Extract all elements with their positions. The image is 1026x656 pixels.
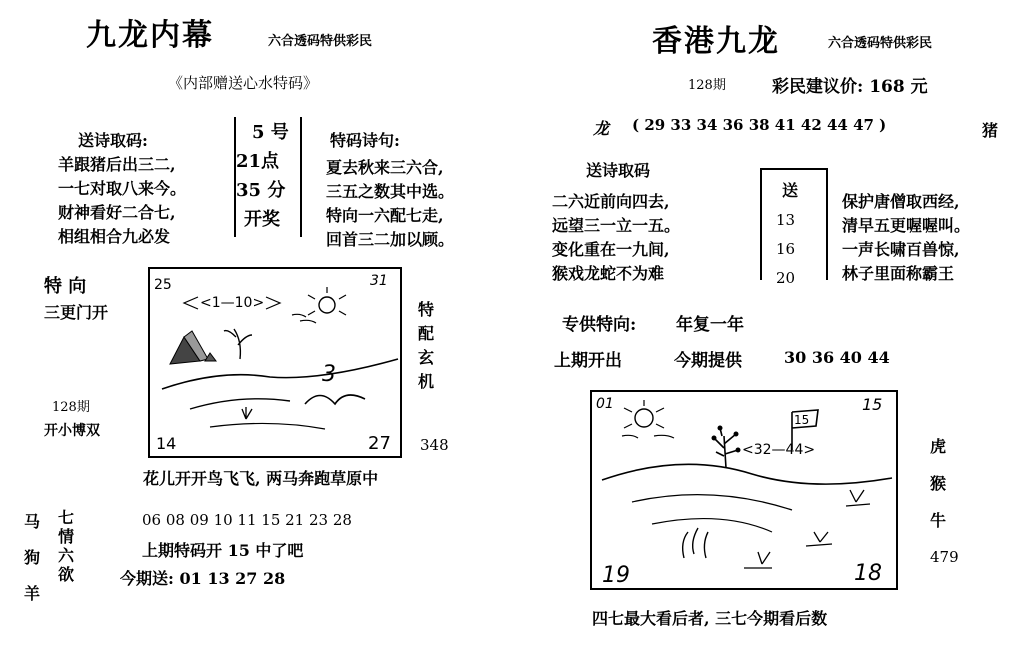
right-caption: 四七最大看后者, 三七今期看后数 [592, 609, 828, 628]
right-dragon-label: 龙 [593, 119, 610, 138]
side-animal: 牛 [930, 511, 947, 530]
right-poem-line: 变化重在一九间, [552, 240, 670, 259]
left-special-line: 三五之数其中选。 [326, 182, 455, 201]
right-special-value: 年复一年 [676, 315, 744, 335]
side-char: 机 [418, 372, 435, 391]
right-send-numbers [776, 206, 795, 293]
left-poem-lines [58, 153, 186, 249]
side-char: 玄 [418, 348, 435, 367]
right-line: 一声长啸百兽惊, [842, 240, 960, 259]
right-title: 香港九龙 [652, 24, 780, 59]
right-side-animals [930, 428, 946, 539]
left-qingyu [58, 508, 74, 584]
left-poem-line: 一七对取八来今。 [58, 179, 187, 198]
left-title: 九龙内幕 [86, 18, 214, 53]
animal-char: 狗 [24, 548, 41, 567]
left-side-vertical [418, 298, 434, 394]
right-line: 清早五更喔喔叫。 [842, 216, 971, 235]
right-line: 林子里面称霸王 [842, 264, 955, 283]
left-time-line: 35 分 [236, 180, 286, 201]
left-numbers-row: 06 08 09 10 11 15 21 23 28 [142, 511, 352, 529]
left-time-line: 5 号 [252, 122, 289, 143]
right-dragon-numbers: ( 29 33 34 36 38 41 42 44 47 ) [632, 116, 887, 134]
right-current-label: 今期提供 [674, 351, 742, 371]
left-special-line: 特向一六配七走, [326, 206, 444, 225]
left-poem-line: 相组相合九必发 [58, 227, 171, 246]
animal-char: 马 [24, 512, 41, 531]
right-line: 保护唐僧取西经, [842, 192, 960, 211]
right-picture [590, 390, 898, 590]
pic-number: 27 [368, 433, 391, 454]
pic-number: 01 [596, 396, 614, 412]
left-time-line: 21点 [236, 151, 280, 172]
divider [760, 168, 762, 280]
side-char: 特 [418, 300, 435, 319]
pic-number: 3 [322, 362, 336, 387]
left-picture [148, 267, 402, 458]
animal-char: 羊 [24, 584, 41, 603]
right-price: 彩民建议价: 168 元 [772, 77, 928, 97]
right-issue: 128期 [688, 78, 726, 93]
left-special-lines [326, 156, 454, 252]
pic-number: 31 [370, 273, 388, 289]
right-subtitle: 六合透码特供彩民 [828, 36, 933, 51]
pic-number: 25 [154, 277, 172, 293]
left-time-line: 开奖 [244, 209, 280, 230]
divider [826, 168, 828, 280]
right-poem-lines [552, 190, 680, 286]
left-issue: 128期 [52, 400, 90, 415]
left-issue-value: 开小博双 [44, 423, 100, 439]
right-poem-line: 二六近前向四去, [552, 192, 670, 211]
left-time-box [236, 118, 289, 234]
left-animals [24, 504, 40, 612]
left-last-issue: 上期特码开 15 中了吧 [142, 541, 304, 560]
pic-number: 15 [862, 395, 883, 414]
right-side-number: 479 [930, 548, 959, 566]
right-lines [842, 190, 970, 286]
send-number: 13 [776, 211, 796, 229]
qingyu-char: 六 [58, 546, 75, 565]
right-last-label: 上期开出 [554, 351, 622, 371]
left-special-line: 夏去秋来三六合, [326, 158, 444, 177]
send-number: 20 [776, 269, 796, 287]
left-poem-line: 羊跟猪后出三二, [58, 155, 176, 174]
left-special-header: 特码诗句: [330, 131, 400, 150]
pic-range: <32—44> [742, 442, 816, 458]
right-sketch [592, 392, 896, 588]
pic-flag-number: 15 [794, 413, 810, 427]
pic-number: 18 [854, 561, 882, 586]
pic-number: 14 [156, 434, 177, 453]
side-animal: 虎 [930, 437, 947, 456]
pic-number: 19 [602, 563, 630, 588]
qingyu-char: 七 [58, 508, 75, 527]
side-animal: 猴 [930, 474, 947, 493]
right-poem-line: 远望三一立一五。 [552, 216, 681, 235]
left-sketch [150, 269, 400, 456]
left-poem-line: 财神看好二合七, [58, 203, 176, 222]
divider [300, 117, 302, 237]
right-current-numbers: 30 36 40 44 [784, 348, 890, 367]
right-pig-label: 猪 [982, 121, 999, 140]
left-this-issue: 今期送: 01 13 27 28 [120, 569, 286, 588]
left-side-number: 348 [420, 436, 449, 454]
left-special-line: 回首三二加以顾。 [326, 230, 455, 249]
pic-range: <1—10> [200, 295, 265, 311]
right-poem-header: 送诗取码 [586, 161, 651, 180]
right-poem-line: 猴戏龙蛇不为难 [552, 264, 665, 283]
send-number: 16 [776, 240, 796, 258]
right-special-label: 专供特向: [562, 315, 637, 335]
qingyu-char: 情 [58, 527, 75, 546]
left-subtitle: 六合透码特供彩民 [268, 34, 373, 49]
side-char: 配 [418, 324, 435, 343]
left-tx-label: 特 向 [44, 276, 87, 297]
left-note: 《内部赠送心水特码》 [168, 74, 319, 92]
qingyu-char: 欲 [58, 565, 75, 584]
left-tx-value: 三更门开 [44, 303, 109, 322]
left-caption: 花儿开开鸟飞飞, 两马奔跑草原中 [143, 469, 379, 488]
divider [760, 168, 826, 170]
left-poem-header: 送诗取码: [78, 131, 148, 150]
right-send-label: 送 [782, 181, 799, 200]
